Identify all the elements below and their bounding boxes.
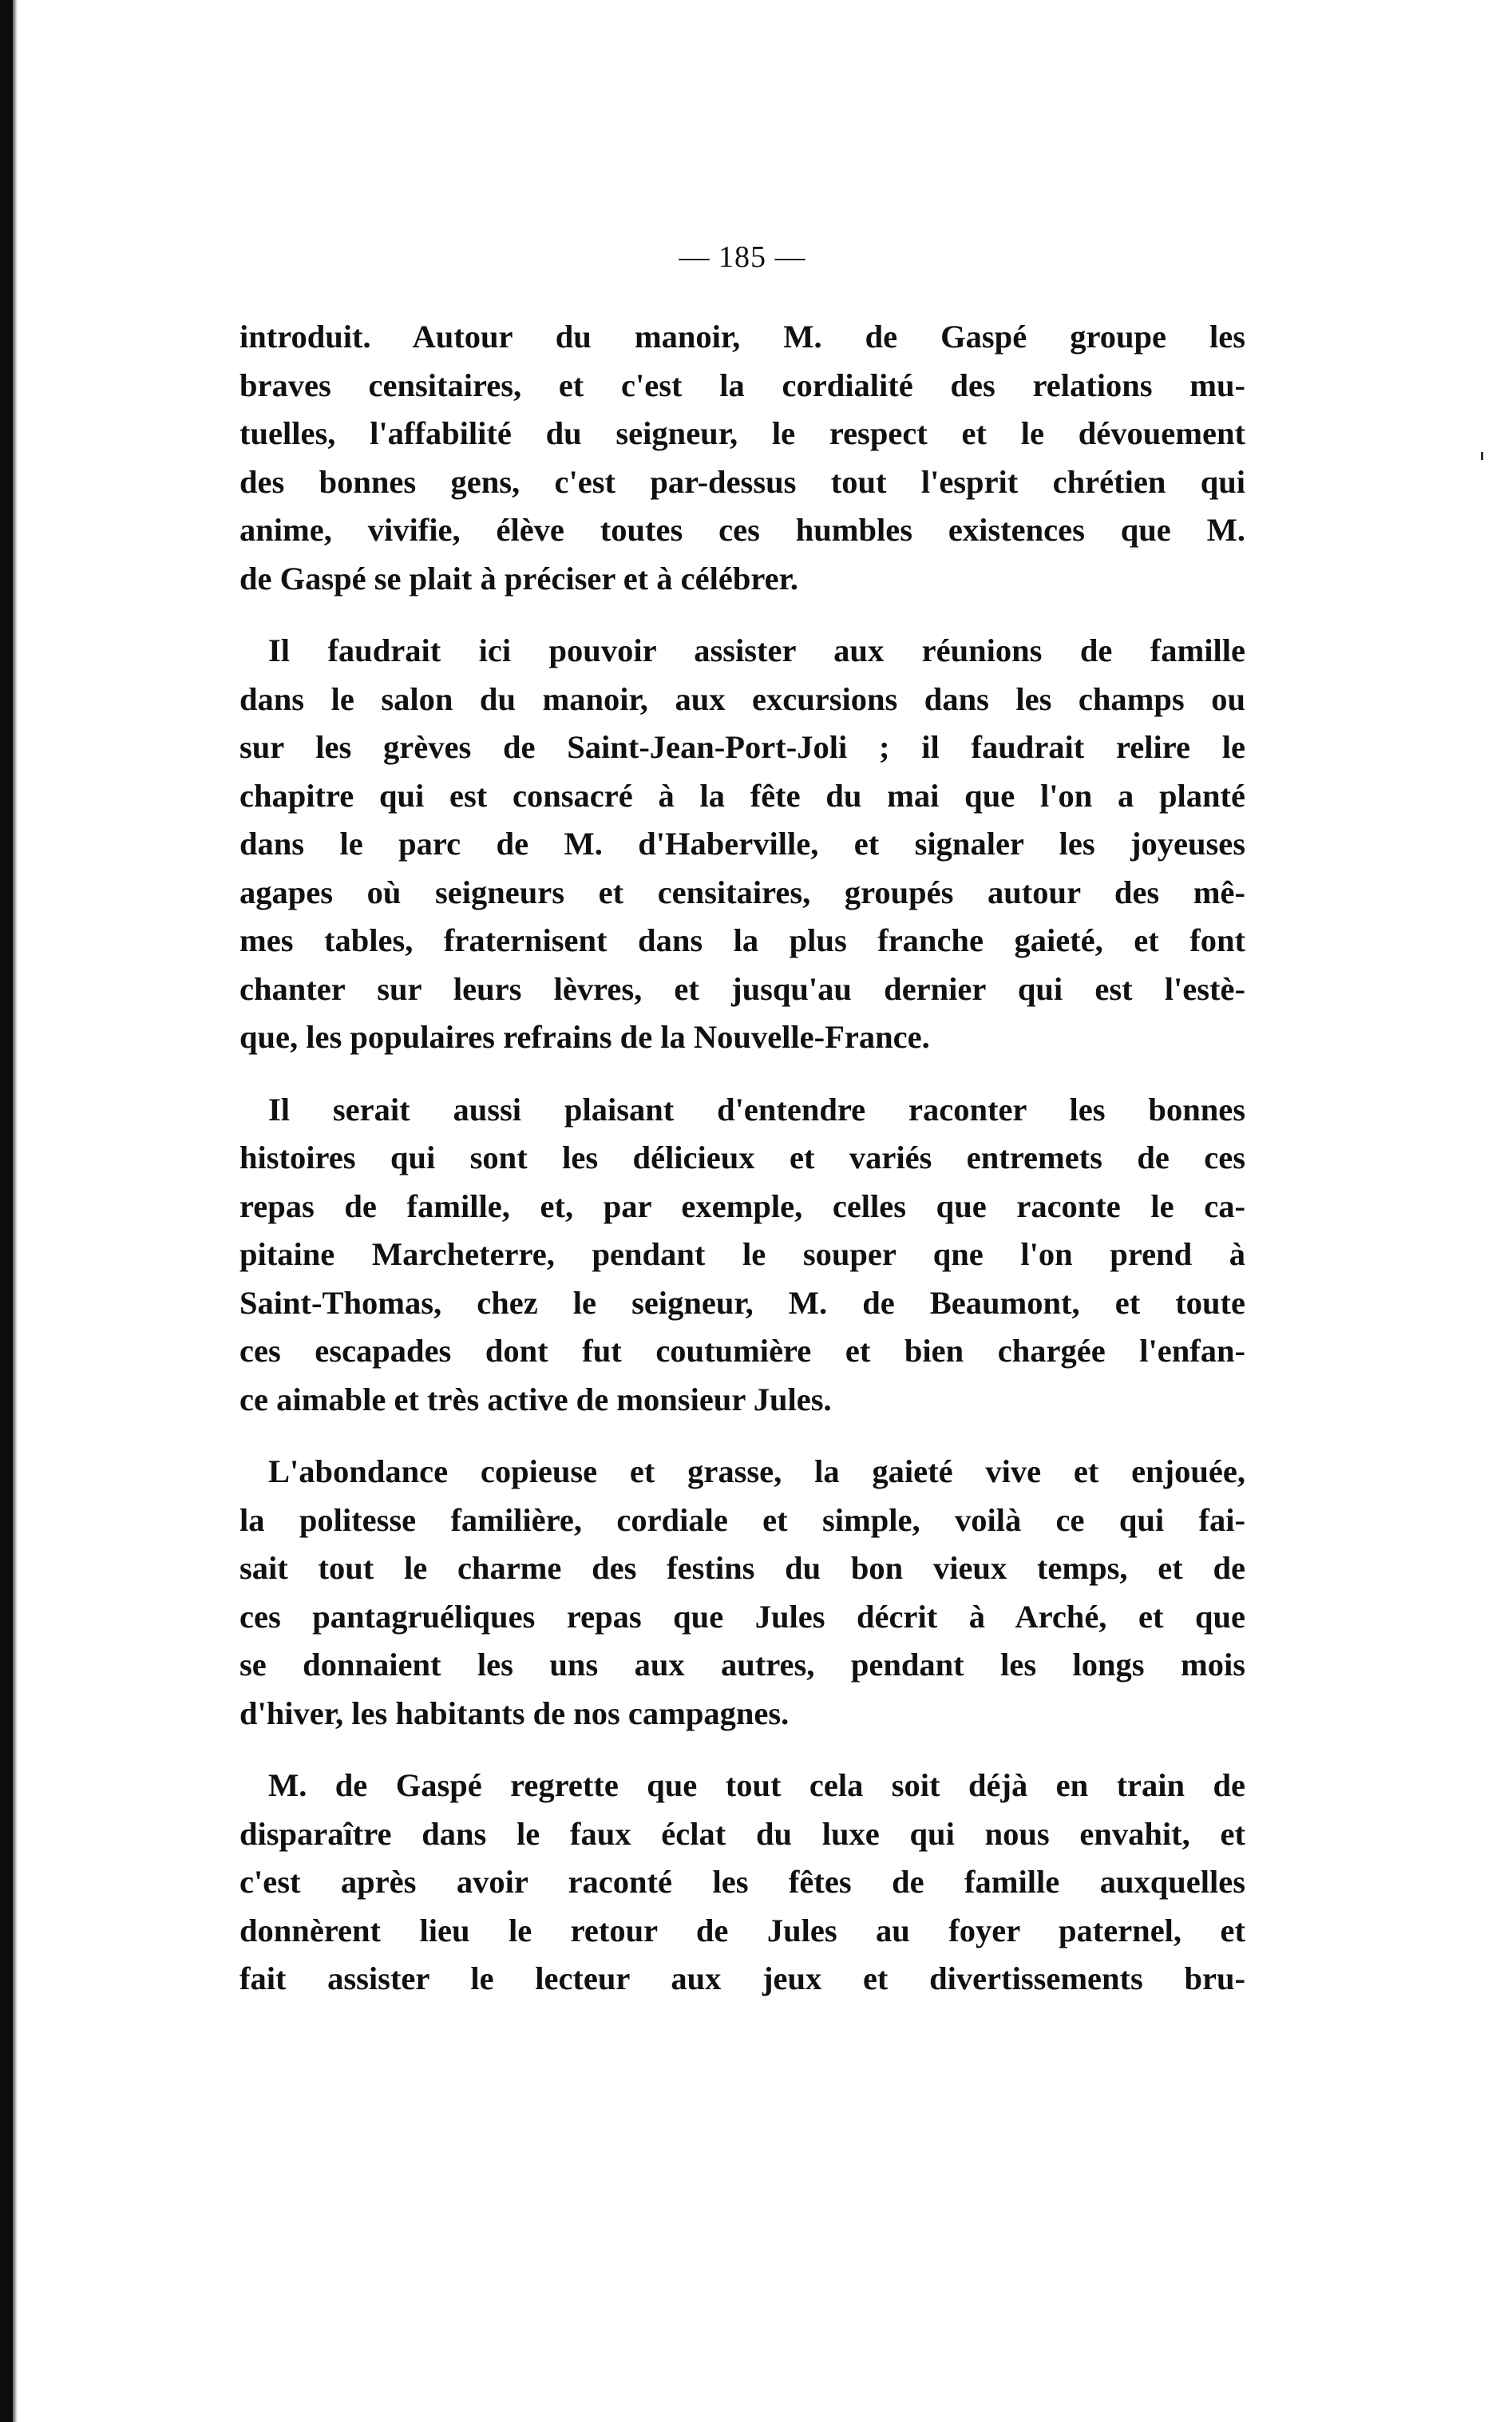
paragraph-2	[239, 627, 1245, 1062]
paragraph-1	[239, 313, 1245, 603]
scan-binding-edge	[0, 0, 13, 2422]
text-line: que, les populaires refrains de la Nouvelle-France.	[239, 1019, 930, 1055]
text-line: ces pantagruéliques repas que Jules décrit à Arché, et que	[239, 1598, 1245, 1635]
text-line: Il serait aussi plaisant d'entendre raconter les bonnes	[268, 1091, 1245, 1128]
text-line: ce aimable et très active de monsieur Jules.	[239, 1381, 832, 1417]
text-line: des bonnes gens, c'est par-dessus tout l'esprit chrétien qui	[239, 463, 1245, 500]
text-line: anime, vivifie, élève toutes ces humbles existences que M.	[239, 512, 1245, 548]
text-line: donnèrent lieu le retour de Jules au foyer paternel, et	[239, 1912, 1245, 1948]
scan-edge-shadow	[13, 0, 18, 2422]
body-text	[239, 313, 1245, 2004]
text-line: Il faudrait ici pouvoir assister aux réunions de famille	[268, 632, 1245, 668]
text-line: M. de Gaspé regrette que tout cela soit déjà en train de	[268, 1767, 1245, 1803]
text-line: c'est après avoir raconté les fêtes de famille auxquelles	[239, 1864, 1245, 1900]
text-line: L'abondance copieuse et grasse, la gaieté vive et enjouée,	[268, 1453, 1245, 1489]
text-line: repas de famille, et, par exemple, celles que raconte le ca-	[239, 1187, 1245, 1224]
text-line: dans le salon du manoir, aux excursions dans les champs ou	[239, 680, 1245, 717]
text-line: Saint-Thomas, chez le seigneur, M. de Beaumont, et toute	[239, 1284, 1245, 1321]
text-line: de Gaspé se plait à préciser et à célébrer.	[239, 560, 798, 597]
text-line: d'hiver, les habitants de nos campagnes.	[239, 1695, 790, 1731]
paragraph-3	[239, 1086, 1245, 1425]
text-line: mes tables, fraternisent dans la plus franche gaieté, et font	[239, 922, 1245, 958]
text-line: braves censitaires, et c'est la cordialité des relations mu-	[239, 367, 1245, 403]
text-line: sur les grèves de Saint-Jean-Port-Joli ; il faudrait relire le	[239, 729, 1245, 765]
text-line: sait tout le charme des festins du bon vieux temps, et de	[239, 1550, 1245, 1586]
text-line: pitaine Marcheterre, pendant le souper qne l'on prend à	[239, 1236, 1245, 1272]
text-line: chapitre qui est consacré à la fête du mai que l'on a planté	[239, 777, 1245, 814]
text-line: tuelles, l'affabilité du seigneur, le respect et le dévouement	[239, 415, 1245, 451]
paragraph-4	[239, 1448, 1245, 1738]
text-line: histoires qui sont les délicieux et variés entremets de ces	[239, 1140, 1245, 1175]
text-line: chanter sur leurs lèvres, et jusqu'au dernier qui est l'estè-	[239, 970, 1245, 1007]
text-line: dans le parc de M. d'Haberville, et signaler les joyeuses	[239, 826, 1245, 862]
text-line: disparaître dans le faux éclat du luxe qui nous envahit, et	[239, 1815, 1245, 1852]
text-line: introduit. Autour du manoir, M. de Gaspé groupe les	[239, 319, 1245, 355]
text-line: ces escapades dont fut coutumière et bien chargée l'enfan-	[239, 1333, 1245, 1369]
text-line: agapes où seigneurs et censitaires, groupés autour des mê-	[239, 874, 1245, 910]
text-line: se donnaient les uns aux autres, pendant les longs mois	[239, 1647, 1245, 1683]
text-line: fait assister le lecteur aux jeux et divertissements bru-	[239, 1960, 1245, 1996]
page-number: — 185 —	[679, 240, 806, 274]
paragraph-5	[239, 1762, 1245, 2004]
text-line: la politesse familière, cordiale et simple, voilà ce qui fai-	[239, 1501, 1245, 1538]
margin-speck	[1481, 452, 1483, 460]
